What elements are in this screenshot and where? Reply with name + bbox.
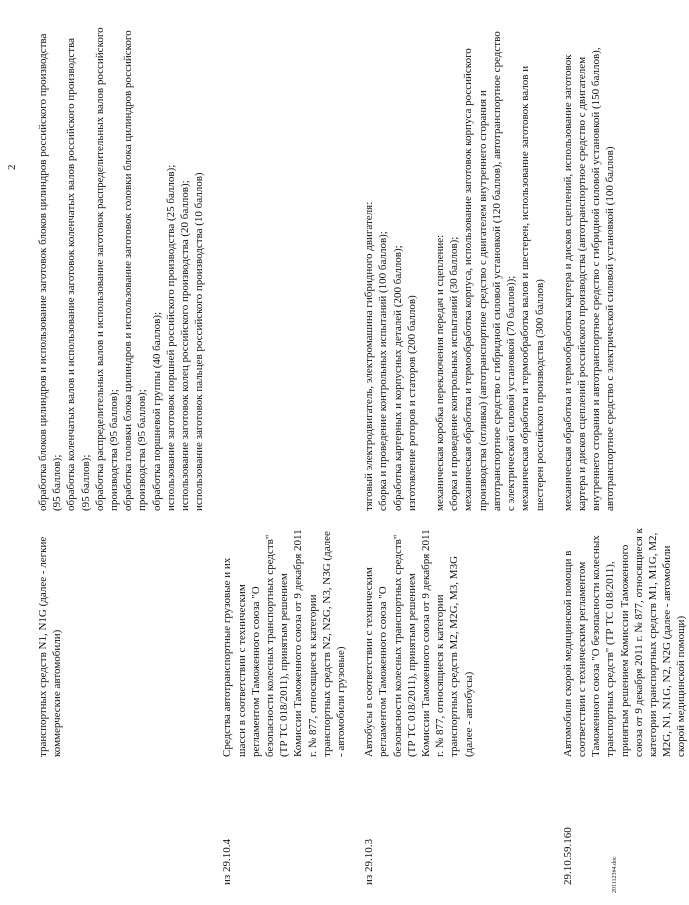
product-name-cell: Средства автотранспортные грузовые и их шасси в соответствии с техническим регламентом Таможенного союза "О безопасности колесных транспортных средств" (ТР ТС 018/2011), принятым решением Комиссии Таможенного союза от 9 декабря 2011 г. № 877, относящиеся к категории транспортных средств N2, N2G, N3, N3G (далее - автомобили грузовые): [221, 529, 348, 757]
requirement-spacer: [419, 25, 433, 511]
requirement-line: использование заготовок колец российского производства (20 баллов);: [179, 180, 192, 511]
requirements-cell: [561, 25, 618, 511]
requirement-line: обработка коленчатых валов и использование заготовок коленчатых валов российского производства (95 баллов);: [65, 38, 92, 511]
product-name-cell: транспортных средств N1, N1G (далее - легкие коммерческие автомобили): [37, 536, 64, 757]
product-name-cell: Автобусы в соответствии с техническим регламентом Таможенного союза "О безопасности колесных транспортных средств" (ТР ТС 018/2011), принятым решением Комиссии Таможенного союза от 9 декабря 2011 г. № 877, относящиеся к категории транспортных средств M2, M2G, M3, M3G (далее - автобусы): [363, 529, 475, 757]
requirement-line: обработка головки блока цилиндров и использование заготовок головки блока цилиндров российского производства (95 баллов);: [122, 30, 149, 511]
requirement-line: сборка и проведение контрольных испытаний (100 баллов);: [377, 231, 390, 511]
file-name-footer: 2011123#4.doc: [612, 856, 618, 893]
requirement-line: механическая обработка и термообработка валов и шестерен, использование заготовок валов и шестерен российского производства (300 баллов): [519, 65, 546, 511]
requirement-line: изготовление роторов и статоров (200 баллов): [405, 295, 418, 511]
requirements-cell: [362, 25, 546, 511]
requirement-line: использование заготовок поршней российского производства (25 баллов);: [164, 164, 177, 511]
page-number: 2: [6, 164, 18, 170]
requirement-line: обработка распределительных валов и использование заготовок распределительных валов российского производства (95 баллов);: [93, 27, 121, 511]
okpd-code-cell: из 29.10.3: [363, 839, 376, 885]
table-row: [561, 25, 689, 885]
requirement-line: механическая обработка и термообработка картера и дисков сцеплений, использование заготовок картера и дисков сцеплений российского производства (автотранспортное средство с двигателем внутреннего сгорания и автотранспортное средство с гибридной силовой установкой (150 баллов), автотранспортное средство с электрической силовой установкой (100 баллов): [561, 47, 617, 511]
product-name-cell: Автомобили скорой медицинской помощи в соответствии с техническим регламентом Таможенного союза "О безопасности колесных транспортных средств" (ТР ТС 018/2011), принятым решением Комиссии Таможенного союза от 9 декабря 2011 г. № 877, относящиеся к категории транспортных средств M1, M1G, M2, M2G, N1, N1G, N2, N2G (далее - автомобили скорой медицинской помощи): [561, 528, 688, 757]
requirement-line: механическая коробка переключения передач и сцепление:: [434, 234, 447, 511]
requirement-line: использование заготовок пальцев российского производства (10 баллов): [193, 172, 206, 511]
requirement-line: обработка поршневой группы (40 баллов);: [150, 311, 163, 511]
requirement-line: обработка блоков цилиндров и использование заготовок блоков цилиндров российского производства (95 баллов);: [37, 33, 64, 511]
requirements-cell: [36, 25, 206, 511]
table-row: [36, 25, 206, 885]
okpd-code-cell: 29.10.59.160: [561, 827, 574, 885]
requirement-line: механическая обработка и термообработка корпуса, использование заготовок корпуса российского производства (отливка) (автотранспортное средство с двигателем внутреннего сгорания и автотранспортное средство с гибридной силовой установкой (120 баллов), автотранспортное средство с электрической силовой установкой (70 баллов));: [462, 31, 518, 511]
requirement-line: обработка картерных и корпусных деталей (200 баллов);: [391, 245, 404, 511]
requirements-table: [36, 25, 689, 885]
table-row: [220, 25, 348, 885]
requirement-line: сборка и проведение контрольных испытаний (30 баллов);: [448, 236, 461, 511]
okpd-code-cell: из 29.10.4: [221, 839, 234, 885]
requirement-line: тяговый электродвигатель, электромашина гибридного двигателя:: [363, 201, 376, 511]
table-row: [362, 25, 546, 885]
